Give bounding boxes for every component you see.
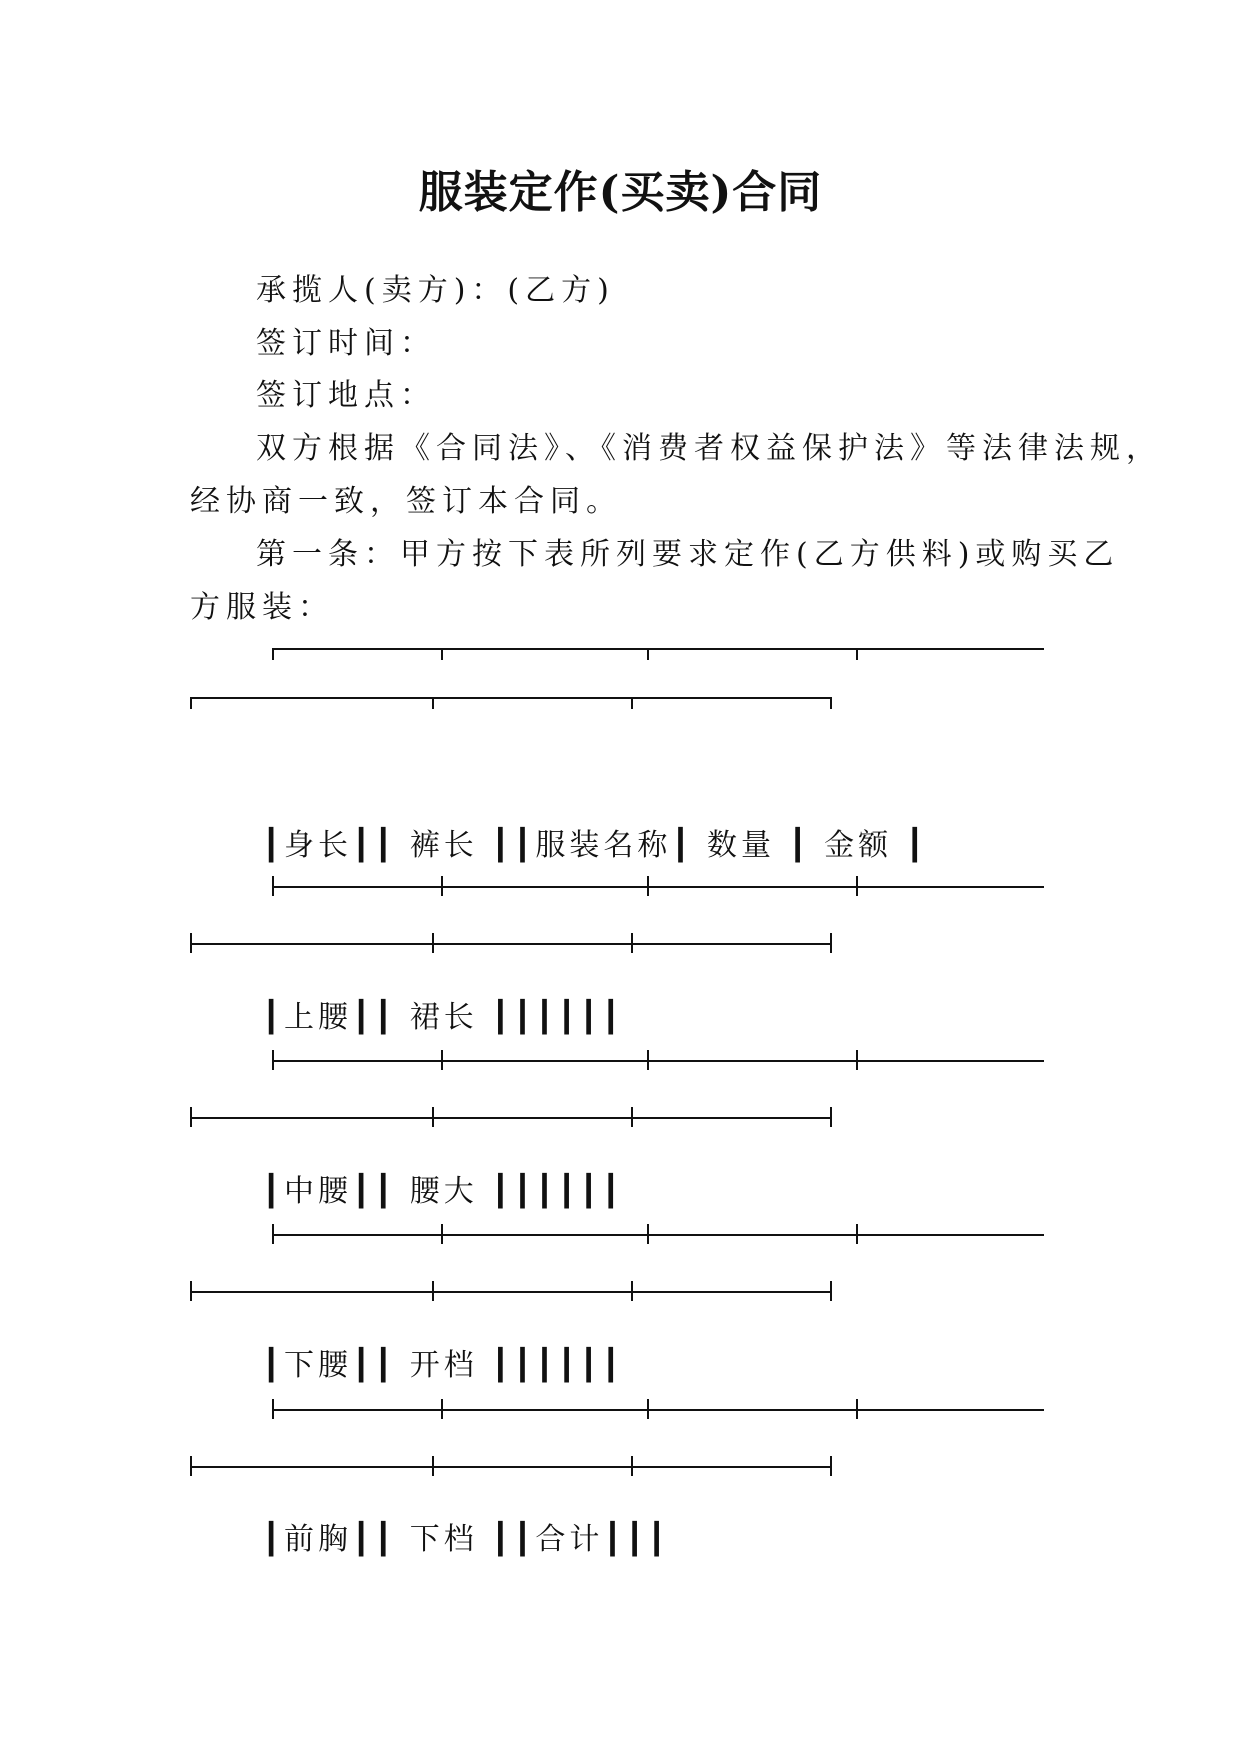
legal-basis-line-1: 双方根据《合同法》、《消费者权益保护法》等法律法规，: [256, 431, 1162, 466]
table-row: ┃前胸┃┃ 下档 ┃┃合计┃┃┃: [262, 1522, 670, 1557]
sign-place-line: 签订地点：: [256, 378, 436, 413]
document-title: 服装定作(买卖)合同: [418, 167, 823, 218]
table-row: ┃下腰┃┃ 开档 ┃┃┃┃┃┃: [262, 1348, 624, 1383]
table-row: ┃中腰┃┃ 腰大 ┃┃┃┃┃┃: [262, 1174, 624, 1209]
contractor-line: 承揽人(卖方)：(乙方): [256, 273, 615, 308]
table-header-row: ┃身长┃┃ 裤长 ┃┃服装名称┃ 数量 ┃ 金额 ┃: [262, 828, 928, 863]
article-one-line-2: 方服装：: [190, 590, 334, 625]
legal-basis-line-2: 经协商一致，签订本合同。: [190, 484, 622, 519]
article-one-line-1: 第一条：甲方按下表所列要求定作(乙方供料)或购买乙: [256, 537, 1120, 572]
sign-time-line: 签订时间：: [256, 326, 436, 361]
table-row: ┃上腰┃┃ 裙长 ┃┃┃┃┃┃: [262, 1000, 624, 1035]
